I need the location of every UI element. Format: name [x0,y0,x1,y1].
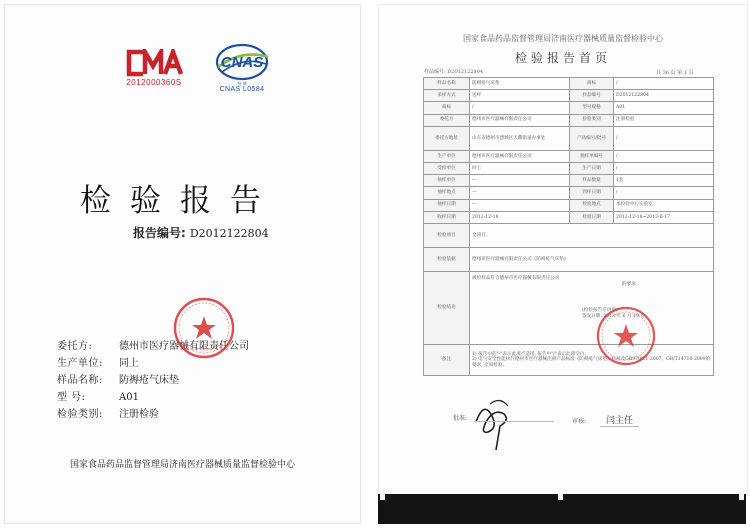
issuing-authority: 国家食品药品监督管理局济南医疗器械质量监督检验中心 [69,460,295,470]
cell-value: / [614,162,714,174]
info-value: 德州市医疗器械有限责任公司 [119,341,249,352]
info-row-sample-name [57,372,249,389]
info-label: 型 号: [57,392,86,403]
cell-value: — [470,187,570,199]
cell-value: 山东省德州市德城区天衢街道办事处 [470,126,570,150]
cell-value: 注册检验 [614,114,714,126]
cnas-sub-label: 校 测 [237,81,247,86]
cell-label: 委托方 [424,114,470,126]
table-row [424,271,714,344]
cell-value: 同上 [470,162,570,174]
cell-label: 型号规格 [570,102,614,114]
info-value: A01 [119,392,139,403]
cell-value: 2012-12-18 [470,211,570,223]
info-value: 注册检验 [119,409,159,420]
info-row-test-type [57,406,249,423]
cell-value: 1套 [614,175,714,187]
table-row [424,187,714,199]
info-value: 同上 [119,358,139,369]
cell-label: 抽样单位 [424,175,470,187]
report-first-page [378,4,748,496]
cell-value: 2012-12-18~2013-6-17 [614,211,714,223]
cnas-accreditation-number: CNAS L0584 [219,86,265,93]
checker-label: 审核: [572,418,587,425]
first-page-authority: 国家食品药品监督管理局济南医疗器械质量监督检验中心 [463,34,663,43]
cell-label: 受检单位 [424,162,470,174]
cell-label: 检验依据 [424,247,470,271]
cell-label: 备注 [424,344,470,375]
cnas-logo [209,43,275,93]
cell-value: 德州市医疗器械有限责任公司《防褥疮气床垫》 [470,247,714,271]
conclusion-line: 的要求。 [622,281,641,287]
cell-label: 生产日期 [570,162,614,174]
table-row [424,126,714,150]
cell-label: 检验地点 [570,199,614,211]
cell-value: / [614,78,714,90]
cell-label: 样品名称 [424,78,470,90]
cell-label: 生产单位 [424,150,470,162]
cell-label: 抽样单编号 [570,150,614,162]
cell-label: 商标 [424,102,470,114]
note-line: 2) 电气安全性能执行德州市医疗器械注册产品标准《防褥疮气床垫》标准及GB9706.1-2007、GB/T14710-2009的要求, 全项检验。 [472,357,711,368]
cell-value: D2012122804 [614,90,714,102]
cell-value: 德州市医疗器械有限责任公司 [470,150,570,162]
conclusion-cell [470,271,714,344]
scan-edge [378,494,746,524]
table-row [424,211,714,223]
report-number-value: D2012122804 [189,227,269,240]
svg-text:CNAS: CNAS [220,54,264,71]
table-row [424,247,714,271]
info-value: 防褥疮气床垫 [119,375,179,386]
cell-label: 到样日期 [570,187,614,199]
table-row [424,90,714,102]
cell-value: 防褥疮气床垫 [470,78,570,90]
cell-label: 样品数量 [570,175,614,187]
official-seal-left [172,296,236,360]
cell-value: / [614,150,714,162]
cell-value: — [470,199,570,211]
report-number [133,224,269,241]
cell-label: 检验日期 [570,211,614,223]
info-label: 检验类别: [57,409,103,420]
cma-logo [123,49,185,87]
notes-cell [470,344,714,375]
cell-value: 送样 [470,90,570,102]
table-row [424,175,714,187]
note-line: 1) 报告中的"-"表示此项不适用, 报告中"/"表示此项空白。 [472,351,590,357]
table-row [424,344,714,375]
inspection-summary-table [423,77,713,376]
cell-value: — [470,175,570,187]
cell-label: 收样日期 [424,211,470,223]
info-label: 生产单位: [57,358,103,369]
cell-value: 全项目。 [470,223,714,247]
approver-line [474,421,554,422]
cell-label: 抽样地点 [424,187,470,199]
report-number-label: 报告编号: [133,226,186,240]
report-cover-page [4,4,361,524]
cell-label: 委托方地址 [424,126,470,150]
cell-label: 产品编号/批号 [570,126,614,150]
first-page-sample-number: 样品编号: D2012122804 [424,69,484,75]
info-row-model [57,389,249,406]
table-row [424,162,714,174]
table-row [424,150,714,162]
conclusion-line: 被检样品符合德州市医疗器械有限责任公司 [472,275,560,281]
cell-value: / [470,102,570,114]
info-label: 样品名称: [57,375,103,386]
table-row [424,223,714,247]
table-row [424,199,714,211]
first-page-title: 检验报告首页 [514,51,611,65]
table-row [424,102,714,114]
cell-value: 德州市医疗器械有限责任公司 [470,114,570,126]
cell-label: 采样方式 [424,90,470,102]
approver-signature [470,392,520,452]
cell-value: / [614,187,714,199]
first-page-page-info: 共 36 页 第 1 页 [656,70,694,76]
checker-value: 闫主任 [600,413,639,427]
checker-field [572,413,639,427]
cma-certificate-number: 2012000360S [126,78,182,87]
official-seal-right [595,305,657,367]
approver-label: 批准: [453,415,468,422]
table-row [424,114,714,126]
cell-value: 本检验中心实验室 [614,199,714,211]
cell-label: 检验结论 [424,271,470,344]
cell-label: 检验类别 [570,114,614,126]
cell-value: / [614,126,714,150]
info-label: 委托方: [57,341,93,352]
cell-label: 样品编号 [570,90,614,102]
cell-label: 抽样日期 [424,199,470,211]
report-title: 检验报告 [80,183,280,219]
cell-value: A01 [614,102,714,114]
table-row [424,78,714,90]
conclusion-line: 签发日期: 2013 年 6 月 19 日 [582,313,645,319]
cell-label: 商标 [570,78,614,90]
conclusion-line: (检验报告专用章) [582,307,618,313]
cell-label: 检验项目 [424,223,470,247]
